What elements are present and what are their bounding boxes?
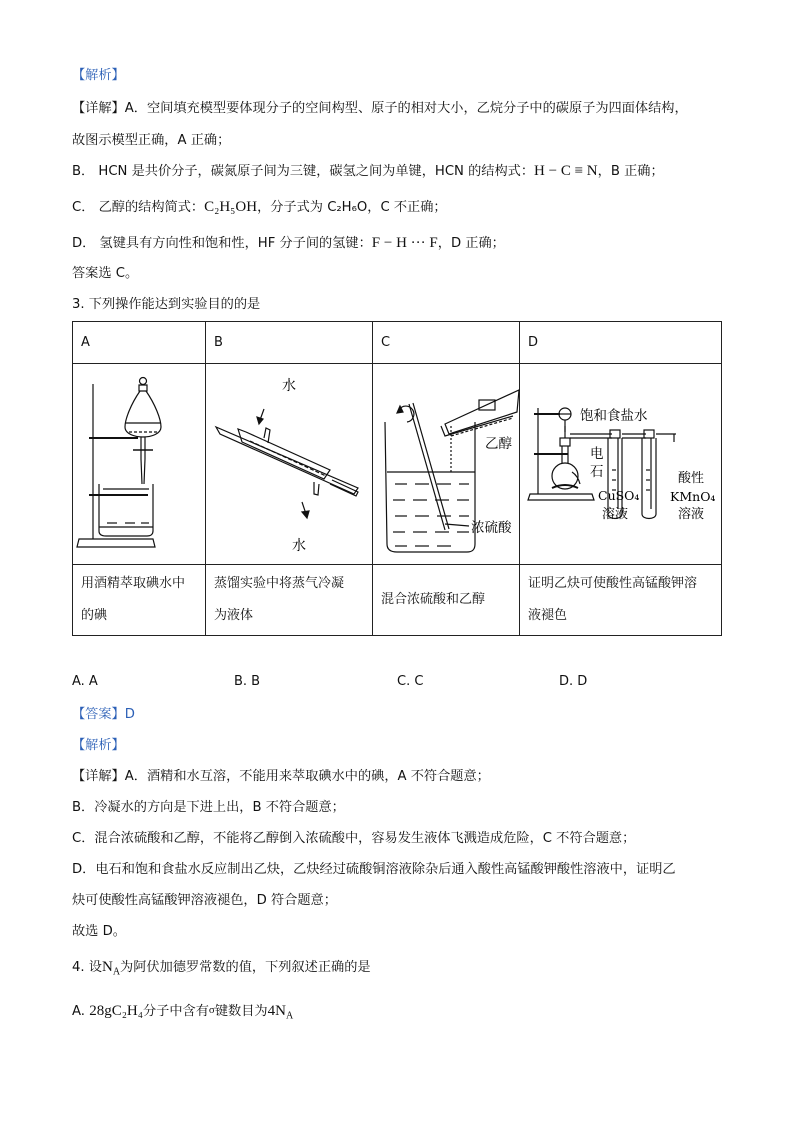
kmno4-label: KMnO₄ — [670, 489, 716, 504]
desc-c — [373, 565, 520, 636]
ethanol-formula: C₂H₅OH — [204, 199, 258, 215]
experiment-table — [72, 321, 722, 636]
water-out-label: 水 — [292, 538, 306, 554]
answer-heading: 【答案】D — [72, 707, 135, 722]
header-b: B — [206, 322, 373, 364]
answer-line: 答案选 C。 — [72, 266, 139, 281]
mixing-figure — [373, 364, 520, 560]
desc-d — [520, 565, 722, 636]
option-a-line — [72, 1000, 293, 1027]
cuso4-solution-label: 溶液 — [602, 507, 629, 522]
text: ，分子式为 C₂H₆O，C 不正确； — [257, 200, 447, 215]
header-c: C — [373, 322, 520, 364]
avogadro-subscript: A — [112, 966, 121, 978]
detail-line-d — [72, 233, 505, 254]
sigma-symbol: σ — [208, 1004, 215, 1016]
desc-d-line-2: 液褪色 — [528, 608, 568, 623]
choice-a[interactable]: A. A — [72, 674, 98, 689]
figure-a-cell — [73, 364, 206, 565]
header-d: D — [520, 322, 722, 364]
detail-line-2: 故图示模型正确，A 正确； — [72, 133, 231, 148]
ethylene-mass: 28gC₂H₄ — [89, 1003, 143, 1019]
desc-d-line-1: 证明乙炔可使酸性高锰酸钾溶 — [528, 576, 698, 591]
question-4 — [72, 957, 371, 983]
hydrogen-bond: F − H ··· F — [371, 235, 438, 251]
detail-2-line-6: 故选 D。 — [72, 924, 126, 939]
water-in-label: 水 — [282, 378, 296, 394]
detail-2-line-3: C．混合浓硫酸和乙醇，不能将乙醇倒入浓硫酸中，容易发生液体飞溅造成危险，C 不符合题意； — [72, 831, 636, 846]
choice-b[interactable]: B. B — [234, 674, 261, 689]
sigma-count-subscript: A — [285, 1010, 294, 1022]
analysis-heading-2: 【解析】 — [72, 738, 125, 753]
text: C． 乙醇的结构简式： — [72, 200, 205, 215]
brine-label: 饱和食盐水 — [580, 408, 648, 424]
text: A. — [72, 1004, 90, 1019]
acidic-label: 酸性 — [678, 471, 705, 486]
ethanol-label: 乙醇 — [485, 436, 512, 452]
answer-choices — [72, 674, 722, 694]
separatory-funnel-figure — [73, 364, 206, 560]
detail-line-b — [72, 161, 664, 182]
detail-line-c — [72, 197, 447, 218]
desc-b-line-1: 蒸馏实验中将蒸气冷凝 — [214, 576, 345, 591]
text: 为阿伏加德罗常数的值，下列叙述正确的是 — [120, 960, 371, 975]
detail-2-line-1: 【详解】A．酒精和水互溶，不能用来萃取碘水中的碘，A 不符合题意； — [72, 769, 490, 784]
text: B． HCN 是共价分子，碳氮原子间为三键，碳氢之间为单键，HCN 的结构式： — [72, 164, 535, 179]
detail-2-line-4: D．电石和饱和食盐水反应制出乙炔，乙炔经过硫酸铜溶液除杂后通入酸性高锰酸钾酸性溶液中，证明乙 — [72, 862, 676, 877]
acetylene-apparatus-figure — [520, 364, 722, 560]
kmno4-solution-label: 溶液 — [678, 507, 705, 522]
text: 4. 设 — [72, 960, 102, 975]
figure-b-cell — [206, 364, 373, 565]
choice-c[interactable]: C. C — [397, 674, 424, 689]
text: ，B 正确； — [597, 164, 664, 179]
text: 分子中含有 — [142, 1004, 209, 1019]
text: D． 氢键具有方向性和饱和性，HF 分子间的氢键： — [72, 236, 372, 251]
question-3: 3. 下列操作能达到实验目的的是 — [72, 297, 261, 312]
condenser-figure — [206, 364, 373, 560]
desc-b-line-2: 为液体 — [214, 608, 254, 623]
cuso4-label: CuSO₄ — [598, 488, 640, 503]
hcn-structure: H − C ≡ N — [534, 163, 598, 179]
detail-line-1: 【详解】A．空间填充模型要体现分子的空间构型、原子的相对大小，乙烷分子中的碳原子为四面体结构， — [72, 101, 688, 116]
figure-d-cell — [520, 364, 722, 565]
figure-c-cell — [373, 364, 520, 565]
detail-2-line-2: B．冷凝水的方向是下进上出，B 不符合题意； — [72, 800, 345, 815]
text: 键数目为 — [214, 1004, 268, 1019]
text: ，D 正确； — [437, 236, 505, 251]
desc-a-line-2: 的碘 — [81, 608, 108, 623]
desc-a-line-1: 用酒精萃取碘水中 — [81, 576, 186, 591]
choice-d[interactable]: D. D — [559, 674, 588, 689]
carbide-label-2: 石 — [590, 464, 604, 480]
header-a: A — [73, 322, 206, 364]
analysis-heading-1: 【解析】 — [72, 68, 125, 83]
detail-2-line-5: 炔可使酸性高锰酸钾溶液褪色，D 符合题意； — [72, 893, 337, 908]
desc-b — [206, 565, 373, 636]
avogadro-symbol: N — [101, 959, 113, 975]
conc-acid-label: 浓硫酸 — [471, 520, 512, 536]
sigma-count: 4N — [267, 1003, 286, 1019]
desc-c-line-1: 混合浓硫酸和乙醇 — [381, 592, 486, 607]
desc-a — [73, 565, 206, 636]
carbide-label-1: 电 — [590, 446, 604, 462]
